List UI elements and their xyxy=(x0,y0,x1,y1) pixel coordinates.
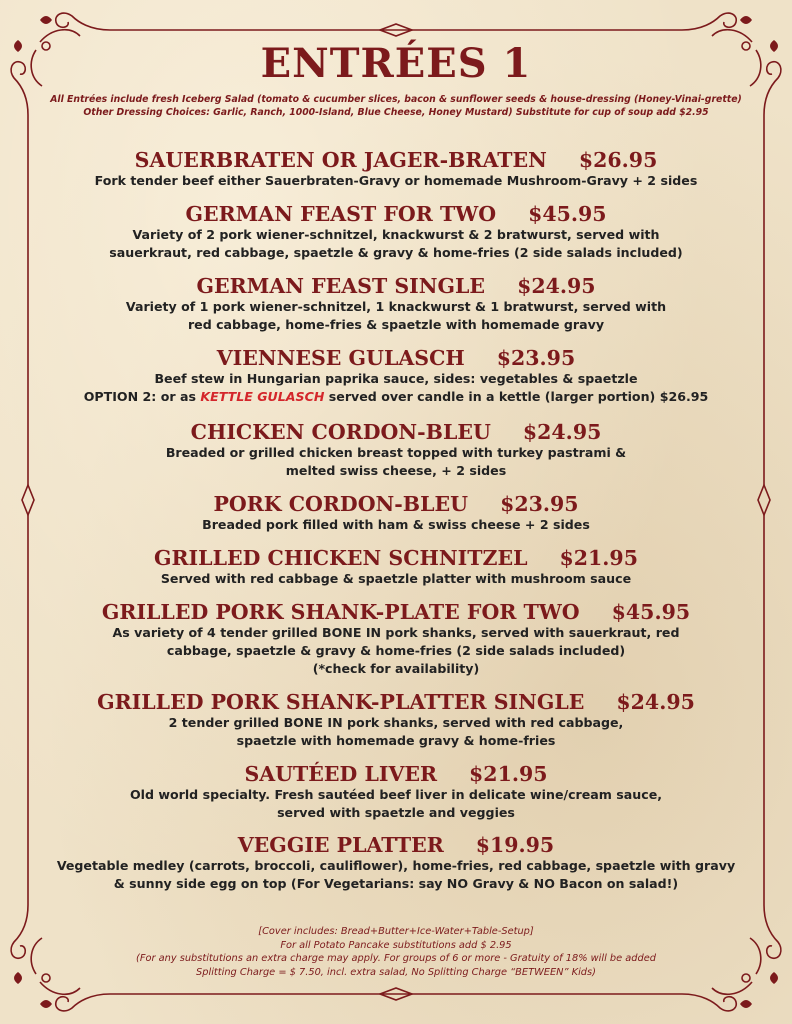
item-desc-line: Beef stew in Hungarian paprika sauce, sides: vegetables & spaetzle xyxy=(154,371,638,386)
menu-item xyxy=(40,762,752,822)
item-desc-line: Breaded pork filled with ham & swiss cheese + 2 sides xyxy=(202,517,590,532)
item-price: $24.95 xyxy=(517,274,596,298)
item-price: $45.95 xyxy=(611,600,691,624)
item-price: $45.95 xyxy=(528,202,607,226)
item-price: $21.95 xyxy=(469,762,548,786)
item-price: $21.95 xyxy=(559,546,638,570)
menu-item xyxy=(40,492,752,534)
menu-item xyxy=(40,274,752,334)
item-desc-line: & sunny side egg on top (For Vegetarians: say NO Gravy & NO Bacon on salad!) xyxy=(113,876,679,891)
item-name: GRILLED PORK SHANK-PLATTER SINGLE xyxy=(97,690,585,714)
item-price: $24.95 xyxy=(522,420,602,444)
entree-intro-note: All Entrées include fresh Iceberg Salad (tomato & cucumber slices, bacon & sunflower seeds & house-dressing (Honey-Vinai-grette) Other Dressing Choices: Garlic, Ranch, 1000-Island, Blue Cheese, Honey Mustard) Substitute for cup of soup add $2.95 xyxy=(50,94,742,118)
item-name: SAUTÉED LIVER xyxy=(244,762,438,786)
item-name: VEGGIE PLATTER xyxy=(237,833,444,857)
menu-item xyxy=(40,202,752,262)
menu-item xyxy=(40,600,752,678)
item-name: GRILLED PORK SHANK-PLATE FOR TWO xyxy=(101,600,580,624)
item-desc-line: Variety of 2 pork wiener-schnitzel, knackwurst & 2 bratwurst, served with xyxy=(132,227,660,242)
menu-item xyxy=(40,690,752,750)
item-name: GERMAN FEAST SINGLE xyxy=(196,274,486,298)
footer-line: (For any substitutions an extra charge may apply. For groups of 6 or more - Gratuity of 18% will be added xyxy=(136,953,656,964)
item-price: $23.95 xyxy=(496,346,576,370)
item-desc-line: sauerkraut, red cabbage, spaetzle & gravy & home-fries (2 side salads included) xyxy=(109,245,683,260)
item-name: GRILLED CHICKEN SCHNITZEL xyxy=(154,546,528,570)
item-desc-line: As variety of 4 tender grilled BONE IN pork shanks, served with sauerkraut, red xyxy=(112,625,680,640)
item-name: PORK CORDON-BLEU xyxy=(213,492,469,516)
item-name: VIENNESE GULASCH xyxy=(216,346,465,370)
item-price: $26.95 xyxy=(578,148,658,172)
item-price: $19.95 xyxy=(475,833,555,857)
item-desc-line: Old world specialty. Fresh sautéed beef liver in delicate wine/cream sauce, xyxy=(129,787,663,802)
item-desc-line: Served with red cabbage & spaetzle platter with mushroom sauce xyxy=(160,571,632,586)
menu-item xyxy=(40,833,752,893)
footer-line: For all Potato Pancake substitutions add $ 2.95 xyxy=(280,939,512,951)
item-desc-line: red cabbage, home-fries & spaetzle with homemade gravy xyxy=(187,317,605,332)
item-desc-line: Vegetable medley (carrots, broccoli, cauliflower), home-fries, red cabbage, spaetzle with gravy xyxy=(56,858,736,873)
footer-line: [Cover includes: Bread+Butter+Ice-Water+Table-Setup] xyxy=(258,926,534,937)
item-desc-line: Variety of 1 pork wiener-schnitzel, 1 knackwurst & 1 bratwurst, served with xyxy=(125,299,667,314)
item-price: $24.95 xyxy=(616,690,695,714)
item-desc-line: 2 tender grilled BONE IN pork shanks, served with red cabbage, xyxy=(168,715,624,730)
item-desc-line: cabbage, spaetzle & gravy & home-fries (2 side salads included) xyxy=(166,643,626,658)
item-option-line: OPTION 2: or as KETTLE GULASCH served over candle in a kettle (larger portion) $26.95 xyxy=(83,389,709,404)
item-name: CHICKEN CORDON-BLEU xyxy=(190,420,491,444)
menu-item xyxy=(40,420,752,480)
item-desc-line: (*check for availability) xyxy=(312,661,480,676)
menu-item xyxy=(40,148,752,190)
item-desc-line: melted swiss cheese, + 2 sides xyxy=(285,463,507,478)
item-name: GERMAN FEAST FOR TWO xyxy=(185,202,497,226)
footer-notes xyxy=(60,925,732,979)
item-name: SAUERBRATEN OR JAGER-BRATEN xyxy=(134,148,547,172)
item-price: $23.95 xyxy=(500,492,579,516)
kettle-gulasch-highlight: KETTLE GULASCH xyxy=(200,389,325,404)
item-desc-line: served with spaetzle and veggies xyxy=(277,805,515,820)
page-title: ENTRÉES 1 xyxy=(260,40,532,87)
item-desc-line: Fork tender beef either Sauerbraten-Gravy or homemade Mushroom-Gravy + 2 sides xyxy=(94,173,698,188)
item-desc-line: Breaded or grilled chicken breast topped with turkey pastrami & xyxy=(165,445,627,460)
menu-item xyxy=(40,546,752,588)
menu-item xyxy=(40,346,752,406)
item-desc-line: spaetzle with homemade gravy & home-fries xyxy=(236,733,556,748)
footer-line: Splitting Charge = $ 7.50, incl. extra salad, No Splitting Charge “BETWEEN” Kids) xyxy=(196,966,596,978)
